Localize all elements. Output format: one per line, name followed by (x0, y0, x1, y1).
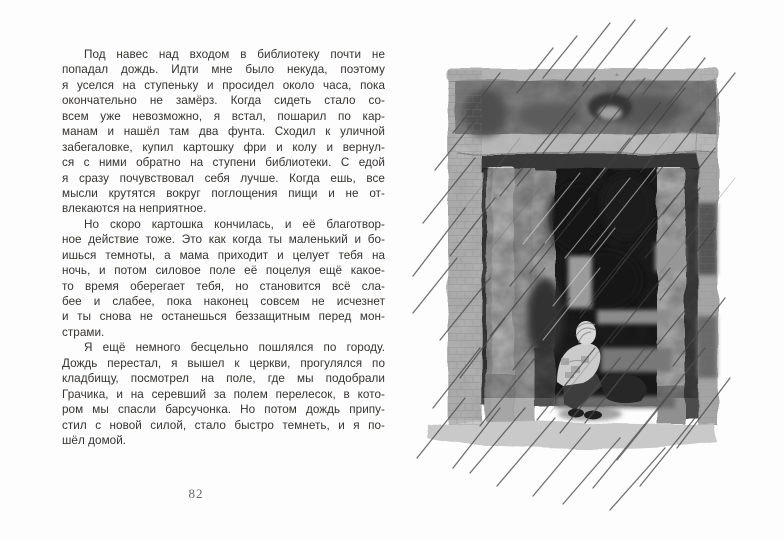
text-line: ное действие тоже. Это как когда ты маленький и бо- (62, 233, 385, 247)
text-line: ром мы спасли барсучонка. Но потом дождь припу- (62, 403, 385, 417)
text-line: ишься темноты, а мама приходит и целует тебя на (62, 248, 385, 262)
text-column (62, 47, 385, 448)
text-line: Грачика, и на серевший за полем перелесок, в кото- (62, 387, 385, 401)
text-line: страми. (62, 325, 105, 339)
illustration (405, 18, 740, 523)
paragraph (62, 340, 385, 448)
text-line: и ты снова не останешься беззащитным перед мон- (62, 310, 385, 324)
text-line: ночь, и потом силовое поле её поцелуя ещё какое- (62, 264, 385, 278)
brickwork-left (448, 70, 482, 426)
text-line: Под навес над входом в библиотеку почти не (84, 48, 385, 61)
paragraph (62, 47, 385, 217)
text-line: попадал дождь. Идти мне было некуда, поэтому (62, 63, 385, 77)
text-line: забегаловке, купил картошку фри и колу и вернул- (62, 140, 385, 154)
text-line: Но скоро картошка кончилась, и её благотвор- (84, 217, 385, 231)
paragraph (62, 217, 385, 341)
brickwork-right (698, 70, 718, 426)
text-line: ся с ними обратно на ступени библиотеки. С едой (62, 156, 385, 170)
folio-page-number: 82 (188, 486, 204, 501)
text-line: Я ещё немного бесцельно пошлялся по городу. (84, 341, 385, 355)
text-line: манам и нашёл там два фунта. Сходил к уличной (62, 125, 385, 139)
step-band (597, 310, 669, 324)
text-line: я сразу почувствовал себя лучше. Когда ешь, все (62, 171, 385, 185)
text-line: бее и слабее, пока наконец совсем не исчезнет (62, 295, 385, 308)
text-line: шёл домой. (62, 433, 127, 447)
text-line: мысли крутятся вокруг поглощения пищи и не от- (62, 186, 385, 200)
text-line: окончательно не замёрз. Когда сидеть стало со- (62, 94, 385, 108)
text-line: влекаются на неприятное. (62, 202, 207, 216)
figure-shoe (584, 411, 602, 420)
text-line: кладбищу, посмотрел на поле, где мы подобрали (62, 372, 385, 386)
text-line: Дождь перестал, я вышел к церкви, прогулялся по (62, 356, 385, 370)
text-line: я уселся на ступеньку и просидел около часа, пока (62, 78, 385, 92)
text-line: то время оберегает тебя, но становится всё сла- (62, 279, 385, 293)
text-line: всем уже невозможно, я встал, пошарил по кар- (62, 109, 385, 123)
text-line: стил с новой силой, стало быстро темнеть, и я по- (62, 418, 385, 432)
